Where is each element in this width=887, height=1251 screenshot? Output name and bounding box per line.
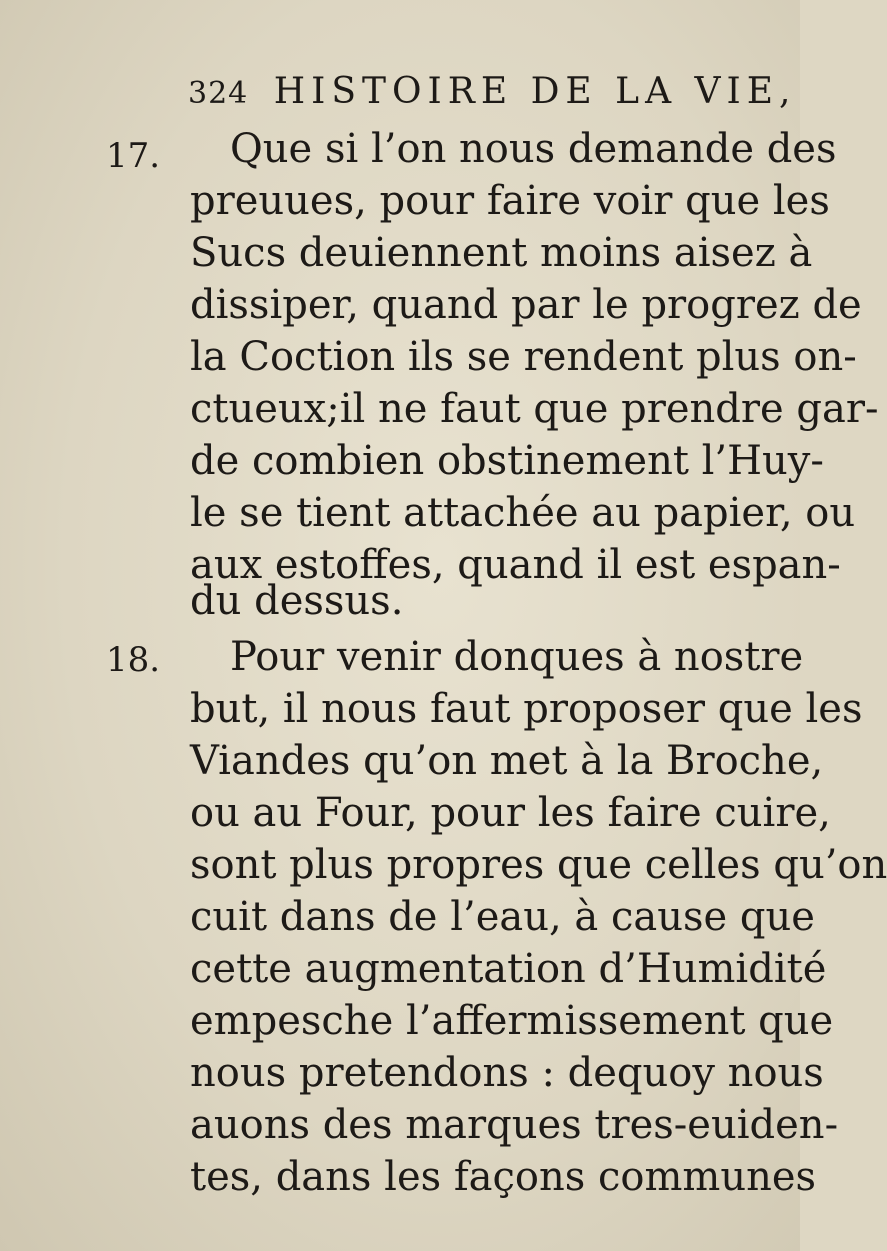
running-head bbox=[188, 70, 796, 116]
text-line: cette augmentation d’Humidité bbox=[190, 946, 827, 992]
text-line: Pour venir donques à nostre bbox=[230, 634, 804, 680]
text-line: le se tient attachée au papier, ou bbox=[190, 490, 856, 536]
text-line: sont plus propres que celles qu’on bbox=[190, 842, 887, 888]
page-number: 324 bbox=[188, 76, 249, 111]
text-line: auons des marques tres-euiden- bbox=[190, 1102, 839, 1148]
text-line: ou au Four, pour les faire cuire, bbox=[190, 790, 831, 836]
text-line: empesche l’affermissement que bbox=[190, 998, 834, 1044]
text-line: ctueux;il ne faut que prendre gar- bbox=[190, 386, 879, 432]
running-title: HISTOIRE DE LA VIE, bbox=[273, 71, 797, 112]
paragraph-number: 17. bbox=[106, 136, 161, 176]
text-line: Sucs deuiennent moins aisez à bbox=[190, 230, 813, 276]
text-line: la Coction ils se rendent plus on- bbox=[190, 334, 857, 380]
text-line: Que si l’on nous demande des bbox=[230, 126, 837, 172]
text-line: dissiper, quand par le progrez de bbox=[190, 282, 862, 328]
text-line: but, il nous faut proposer que les bbox=[190, 686, 863, 732]
text-line: du dessus. bbox=[190, 578, 404, 624]
text-line: Viandes qu’on met à la Broche, bbox=[190, 738, 824, 784]
text-line: tes, dans les façons communes bbox=[190, 1154, 817, 1200]
text-line: cuit dans de l’eau, à cause que bbox=[190, 894, 815, 940]
text-line: aux estoffes, quand il est espan- bbox=[190, 542, 841, 588]
text-line: preuues, pour faire voir que les bbox=[190, 178, 830, 224]
text-line: nous pretendons : dequoy nous bbox=[190, 1050, 824, 1096]
text-line: de combien obstinement l’Huy- bbox=[190, 438, 824, 484]
paragraph-number: 18. bbox=[106, 640, 161, 680]
